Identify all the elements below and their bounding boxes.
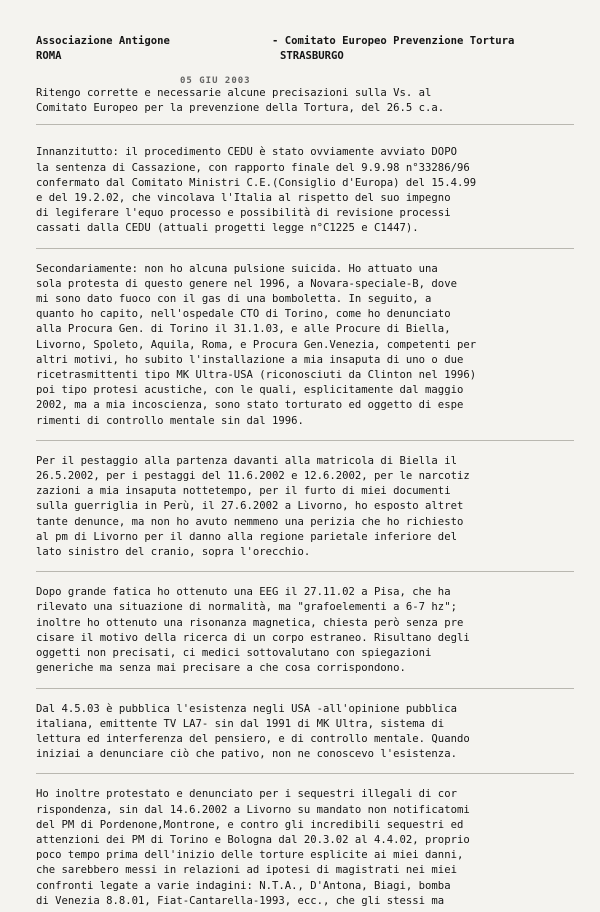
letterhead: [36, 34, 574, 86]
divider: [36, 688, 574, 689]
text-line: lettura ed interferenza del pensiero, e di controllo mentale. Quando: [36, 732, 470, 745]
paragraph-pestaggio: [36, 454, 574, 563]
text-line: inoltre ho ottenuto una risonanza magnetica, chiesta però senza pre: [36, 616, 464, 629]
text-line: confermato dal Comitato Ministri C.E.(Consiglio d'Europa) del 15.4.99: [36, 176, 477, 189]
text-line: altri motivi, ho subito l'installazione a mia insaputa di uno o due: [36, 353, 464, 366]
text-line: poco tempo prima dell'inizio delle torture esplicite ai miei danni,: [36, 849, 464, 862]
text-line: rispondenza, sin dal 14.6.2002 a Livorno su mandato non notificatomi: [36, 803, 470, 816]
received-date-stamp: 05 GIU 2003: [180, 76, 251, 86]
text-line: italiana, emittente TV LA7- sin dal 1991 di MK Ultra, sistema di: [36, 717, 445, 730]
intro-line: Comitato Europeo per la prevenzione della Tortura, del 26.5 c.a.: [36, 102, 445, 115]
intro-paragraph: [36, 86, 574, 116]
divider: [36, 124, 574, 125]
text-line: ricetrasmittenti tipo MK Ultra-USA (riconosciuti da Clinton nel 1996): [36, 369, 477, 382]
text-line: zazioni a mia insaputa nottetempo, per il furto di miei documenti: [36, 485, 451, 498]
paragraph-eeg: [36, 585, 574, 679]
text-line: cisare il motivo della ricerca di un corpo estraneo. Risultano degli: [36, 631, 470, 644]
text-line: tante denunce, ma non ho avuto nemmeno una perizia che ho richiesto: [36, 515, 464, 528]
sender-block: [36, 34, 170, 64]
text-line: Dopo grande fatica ho ottenuto una EEG il 27.11.02 a Pisa, che ha: [36, 586, 451, 599]
text-line: confronti legate a varie indagini: N.T.A., D'Antona, Biagi, bomba: [36, 879, 451, 892]
text-line: al pm di Livorno per il danno alla regione parietale inferiore del: [36, 530, 457, 543]
paragraph-secondariamente: [36, 262, 574, 432]
text-line: quanto ho capito, nell'ospedale CTO di Torino, come ho denunciato: [36, 308, 451, 321]
text-line: generiche ma senza mai precisare a che cosa corrispondono.: [36, 662, 406, 675]
text-line: di legiferare l'equo processo e possibilità di revisione processi: [36, 207, 451, 220]
recipient-city: STRASBURGO: [280, 50, 344, 63]
sender-name: Associazione Antigone: [36, 35, 170, 47]
text-line: Per il pestaggio alla partenza davanti alla matricola di Biella il: [36, 454, 457, 467]
text-line: Livorno, Spoleto, Aquila, Roma, e Procura Gen.Venezia, competenti per: [36, 338, 477, 351]
text-line: rimenti di controllo mentale sin dal 1996.: [36, 414, 304, 427]
text-line: oggetti non precisati, ci medici sottovalutano con spiegazioni: [36, 647, 432, 660]
text-line: poi tipo protesi acustiche, con le quali, esplicitamente dal maggio: [36, 384, 464, 397]
text-line: Secondariamente: non ho alcuna pulsione suicida. Ho attuato una: [36, 262, 438, 275]
text-line: Dal 4.5.03 è pubblica l'esistenza negli USA -all'opinione pubblica: [36, 702, 457, 715]
paragraph-innanzitutto: [36, 145, 574, 239]
text-line: attenzioni dei PM di Torino e Bologna dal 20.3.02 al 4.4.02, proprio: [36, 833, 470, 846]
paragraph-mk-ultra: [36, 702, 574, 766]
paragraph-sequestri: [36, 787, 574, 912]
text-line: iniziai a denunciare ciò che pativo, non ne conoscevo l'esistenza.: [36, 748, 457, 761]
text-line: del PM di Pordenone,Montrone, e contro gli incredibili sequestri ed: [36, 818, 464, 831]
divider: [36, 440, 574, 441]
text-line: mi sono dato fuoco con il gas di una bomboletta. In seguito, a: [36, 293, 432, 306]
text-line: di Venezia 8.8.01, Fiat-Cantarella-1993, ecc., che gli stessi ma: [36, 894, 445, 907]
recipient-block: [272, 34, 514, 64]
text-line: rilevato una situazione di normalità, ma "grafoelementi a 6-7 hz";: [36, 601, 457, 614]
text-line: Innanzitutto: il procedimento CEDU è stato ovviamente avviato DOPO: [36, 146, 457, 159]
text-line: Ho inoltre protestato e denunciato per i sequestri illegali di cor: [36, 788, 457, 801]
text-line: cassati dalla CEDU (attuali progetti legge n°C1225 e C1447).: [36, 222, 419, 235]
text-line: lato sinistro del cranio, sopra l'orecchio.: [36, 546, 311, 559]
recipient-name: - Comitato Europeo Prevenzione Tortura: [272, 35, 515, 47]
text-line: alla Procura Gen. di Torino il 31.1.03, e alle Procure di Biella,: [36, 323, 451, 336]
text-line: 26.5.2002, per i pestaggi del 11.6.2002 e 12.6.2002, per le narcotiz: [36, 470, 470, 483]
text-line: sola protesta di questo genere nel 1996, a Novara-speciale-B, dove: [36, 277, 457, 290]
intro-line: Ritengo corrette e necessarie alcune precisazioni sulla Vs. al: [36, 87, 432, 99]
text-line: sulla guerriglia in Perù, il 27.6.2002 a Livorno, ho esposto altret: [36, 500, 464, 513]
text-line: e del 19.2.02, che vincolava l'Italia al rispetto del suo impegno: [36, 192, 451, 205]
text-line: che sarebbero messi in relazioni ad ipotesi di magistrati nei miei: [36, 864, 457, 877]
text-line: la sentenza di Cassazione, con rapporto finale del 9.9.98 n°33286/96: [36, 161, 470, 174]
divider: [36, 773, 574, 774]
text-line: 2002, ma a mia incoscienza, sono stato torturato ed oggetto di espe: [36, 399, 464, 412]
divider: [36, 571, 574, 572]
sender-city: ROMA: [36, 50, 62, 63]
divider: [36, 248, 574, 249]
